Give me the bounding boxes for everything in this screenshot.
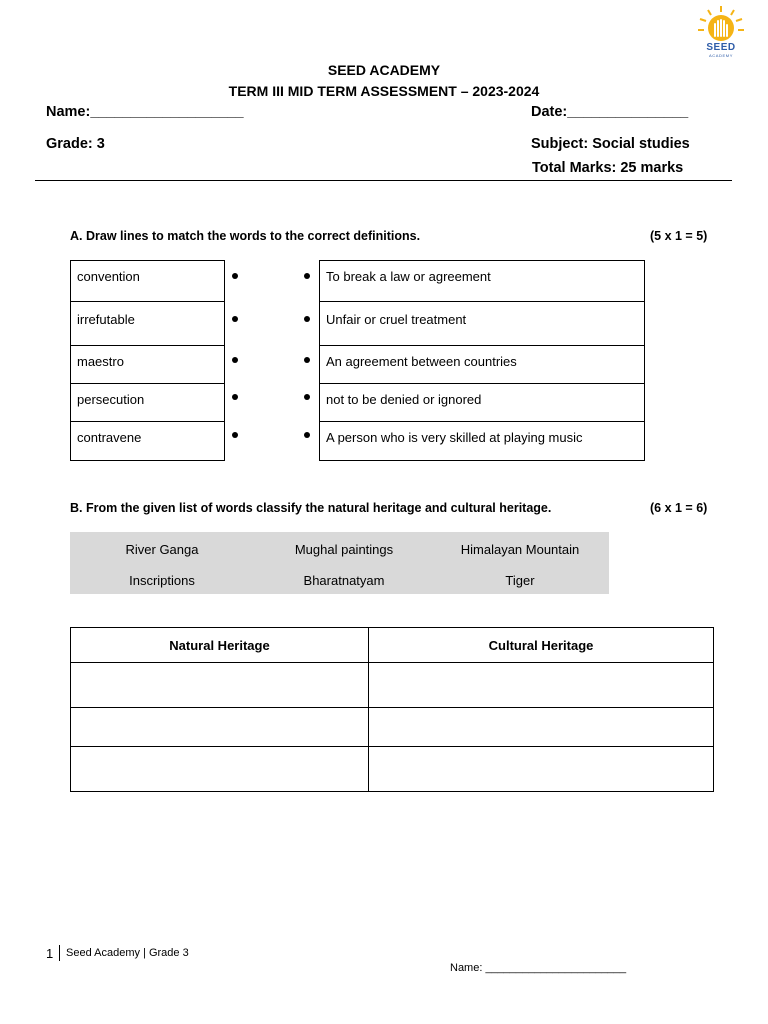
match-dot-right[interactable] xyxy=(304,357,310,363)
grade-label: Grade: 3 xyxy=(46,136,105,152)
column-header-natural: Natural Heritage xyxy=(71,628,369,663)
answer-cell[interactable] xyxy=(71,663,369,708)
sun-hand-icon xyxy=(696,4,746,44)
match-dot-right[interactable] xyxy=(304,394,310,400)
match-dot-left[interactable] xyxy=(232,357,238,363)
answer-cell[interactable] xyxy=(71,747,369,792)
subject-label: Subject: Social studies xyxy=(531,136,690,152)
answer-cell[interactable] xyxy=(71,708,369,747)
date-field-label: Date:_______________ xyxy=(531,104,689,120)
match-dot-left[interactable] xyxy=(232,432,238,438)
match-definition: An agreement between countries xyxy=(319,345,645,384)
word-bank-item: River Ganga xyxy=(125,542,199,557)
match-dot-right[interactable] xyxy=(304,432,310,438)
logo-subtext: ACADEMY xyxy=(709,53,733,58)
match-dot-left[interactable] xyxy=(232,273,238,279)
page-number: 1 xyxy=(46,946,54,961)
name-field-label: Name:___________________ xyxy=(46,104,244,120)
match-word: persecution xyxy=(70,383,225,422)
word-bank-item: Tiger xyxy=(505,573,535,588)
table-row xyxy=(71,747,714,792)
match-definition: Unfair or cruel treatment xyxy=(319,301,645,346)
footer-separator xyxy=(59,945,60,961)
match-word: irrefutable xyxy=(70,301,225,346)
word-bank-item: Inscriptions xyxy=(129,573,195,588)
answer-cell[interactable] xyxy=(369,663,714,708)
table-row xyxy=(71,708,714,747)
question-b: B. From the given list of words classify the natural heritage and cultural heritage. xyxy=(70,501,552,515)
word-bank-item: Bharatnatyam xyxy=(303,573,385,588)
match-definition: A person who is very skilled at playing music xyxy=(319,421,645,461)
total-marks-label: Total Marks: 25 marks xyxy=(532,160,684,176)
match-word: convention xyxy=(70,260,225,302)
word-bank xyxy=(70,532,609,594)
match-dot-left[interactable] xyxy=(232,394,238,400)
question-b-marks: (6 x 1 = 6) xyxy=(650,501,708,515)
question-a-marks: (5 x 1 = 5) xyxy=(650,229,708,243)
answer-cell[interactable] xyxy=(369,708,714,747)
match-dot-left[interactable] xyxy=(232,316,238,322)
answer-cell[interactable] xyxy=(369,747,714,792)
word-bank-item: Himalayan Mountain xyxy=(460,542,580,557)
exam-title: TERM III MID TERM ASSESSMENT – 2023-2024 xyxy=(228,83,540,99)
match-definition: not to be denied or ignored xyxy=(319,383,645,422)
match-dot-right[interactable] xyxy=(304,273,310,279)
table-row xyxy=(71,663,714,708)
column-header-cultural: Cultural Heritage xyxy=(369,628,714,663)
school-name: SEED ACADEMY xyxy=(327,62,441,78)
footer-text: Seed Academy | Grade 3 xyxy=(66,947,189,959)
footer-name-line: Name: _______________________ xyxy=(450,962,627,974)
logo-wordmark: SEED xyxy=(706,42,736,53)
heritage-table xyxy=(70,627,714,792)
match-word: contravene xyxy=(70,421,225,461)
question-a: A. Draw lines to match the words to the correct definitions. xyxy=(70,229,421,243)
school-logo xyxy=(696,4,746,60)
match-definition: To break a law or agreement xyxy=(319,260,645,302)
match-word: maestro xyxy=(70,345,225,384)
match-dot-right[interactable] xyxy=(304,316,310,322)
header-divider xyxy=(35,180,732,181)
word-bank-item: Mughal paintings xyxy=(294,542,394,557)
